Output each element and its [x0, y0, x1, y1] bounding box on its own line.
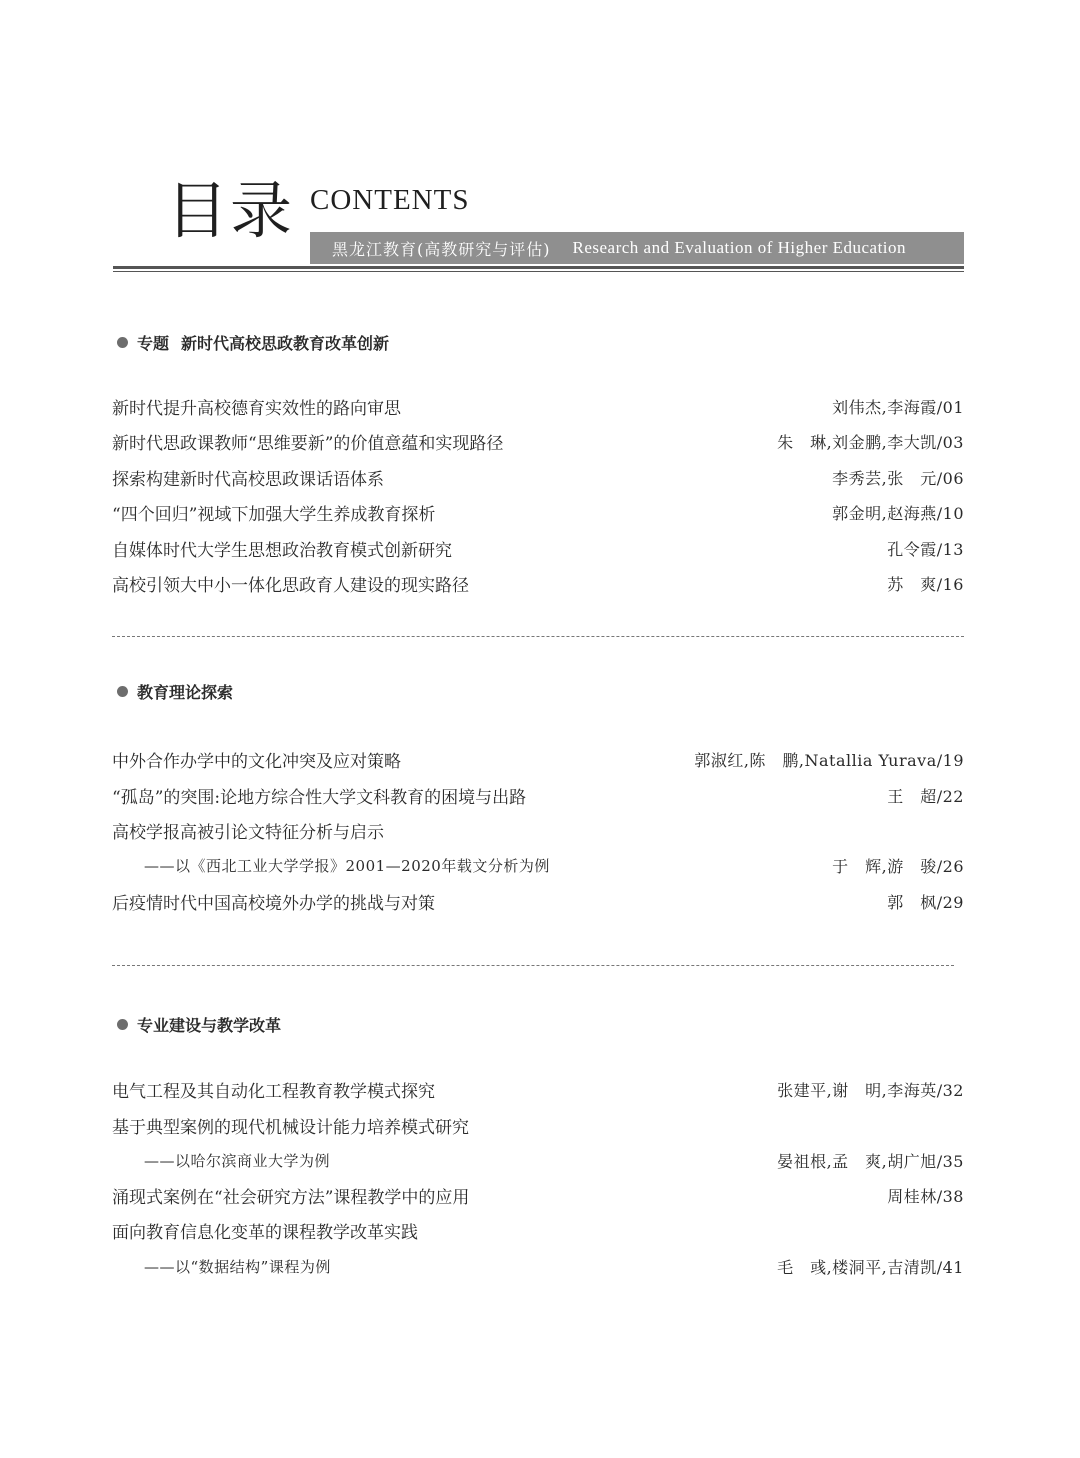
toc-entry[interactable]	[112, 1075, 964, 1103]
section-heading	[117, 330, 389, 354]
bullet-icon	[117, 1019, 128, 1030]
bullet-icon	[117, 686, 128, 697]
article-title: 高校引领大中小一体化思政育人建设的现实路径	[112, 575, 469, 596]
article-subtitle: ——以《西北工业大学学报》2001—2020年载文分析为例	[144, 856, 550, 875]
section-label: 专题	[137, 333, 170, 353]
toc-entry[interactable]	[112, 745, 964, 773]
article-title: 新时代思政课教师“思维要新”的价值意蕴和实现路径	[112, 433, 504, 454]
article-authors-page: 晏祖根,孟 爽,胡广旭/35	[777, 1151, 964, 1171]
toc-entry[interactable]	[112, 427, 964, 455]
article-authors-page: 毛 彧,楼洞平,吉清凯/41	[777, 1257, 964, 1277]
section-title: 专业建设与教学改革	[137, 1015, 282, 1035]
article-subtitle: ——以“数据结构”课程为例	[144, 1257, 331, 1276]
toc-entry[interactable]	[112, 498, 964, 526]
section-title: 新时代高校思政教育改革创新	[181, 333, 390, 353]
bullet-icon	[117, 337, 128, 348]
article-authors-page: 郭 枫/29	[887, 892, 964, 912]
article-title: 高校学报高被引论文特征分析与启示	[112, 822, 384, 843]
article-authors-page: 苏 爽/16	[887, 574, 964, 594]
article-title: 中外合作办学中的文化冲突及应对策略	[112, 751, 401, 772]
toc-entry[interactable]	[112, 569, 964, 597]
section-title: 教育理论探索	[137, 682, 234, 702]
toc-entry[interactable]	[112, 392, 964, 420]
article-authors-page: 于 辉,游 骏/26	[832, 856, 964, 876]
article-authors-page: 孔令霞/13	[887, 539, 964, 559]
toc-entry[interactable]	[112, 781, 964, 809]
article-title: “四个回归”视域下加强大学生养成教育探析	[112, 504, 436, 525]
toc-entry[interactable]	[112, 1216, 964, 1244]
journal-name-cn: 黑龙江教育(高教研究与评估)	[332, 239, 551, 259]
journal-banner	[310, 232, 964, 264]
toc-entry-subtitle[interactable]	[112, 851, 964, 879]
article-subtitle: ——以哈尔滨商业大学为例	[144, 1151, 331, 1170]
article-authors-page: 张建平,谢 明,李海英/32	[777, 1080, 964, 1100]
section-divider	[112, 965, 954, 966]
article-title: 探索构建新时代高校思政课话语体系	[112, 469, 384, 490]
header-rule-thick	[113, 266, 964, 269]
article-authors-page: 刘伟杰,李海霞/01	[832, 397, 964, 417]
toc-entry[interactable]	[112, 887, 964, 915]
article-authors-page: 朱 琳,刘金鹏,李大凯/03	[777, 432, 964, 452]
article-authors-page: 李秀芸,张 元/06	[832, 468, 964, 488]
page-title-en: CONTENTS	[310, 184, 470, 216]
article-title: 电气工程及其自动化工程教育教学模式探究	[112, 1081, 435, 1102]
section-heading	[117, 1012, 281, 1036]
article-title: 自媒体时代大学生思想政治教育模式创新研究	[112, 540, 452, 561]
toc-entry[interactable]	[112, 463, 964, 491]
toc-entry[interactable]	[112, 816, 964, 844]
contents-header	[0, 0, 1080, 280]
article-title: 新时代提升高校德育实效性的路向审思	[112, 398, 401, 419]
article-title: “孤岛”的突围:论地方综合性大学文科教育的困境与出路	[112, 787, 527, 808]
journal-name-en: Research and Evaluation of Higher Education	[572, 238, 907, 257]
toc-entry-subtitle[interactable]	[112, 1252, 964, 1280]
toc-entry[interactable]	[112, 1111, 964, 1139]
article-title: 基于典型案例的现代机械设计能力培养模式研究	[112, 1117, 469, 1138]
article-authors-page: 郭淑红,陈 鹏,Natallia Yurava/19	[694, 750, 964, 770]
article-authors-page: 周桂林/38	[887, 1186, 964, 1206]
page-title-cn: 目录	[166, 174, 295, 247]
toc-entry-subtitle[interactable]	[112, 1146, 964, 1174]
section-divider	[112, 636, 964, 637]
article-authors-page: 郭金明,赵海燕/10	[832, 503, 964, 523]
article-title: 面向教育信息化变革的课程教学改革实践	[112, 1222, 418, 1243]
article-authors-page: 王 超/22	[887, 786, 964, 806]
header-rule-thin	[113, 271, 964, 272]
toc-entry[interactable]	[112, 534, 964, 562]
toc-entry[interactable]	[112, 1181, 964, 1209]
article-title: 后疫情时代中国高校境外办学的挑战与对策	[112, 893, 435, 914]
article-title: 涌现式案例在“社会研究方法”课程教学中的应用	[112, 1187, 470, 1208]
section-heading	[117, 679, 233, 703]
